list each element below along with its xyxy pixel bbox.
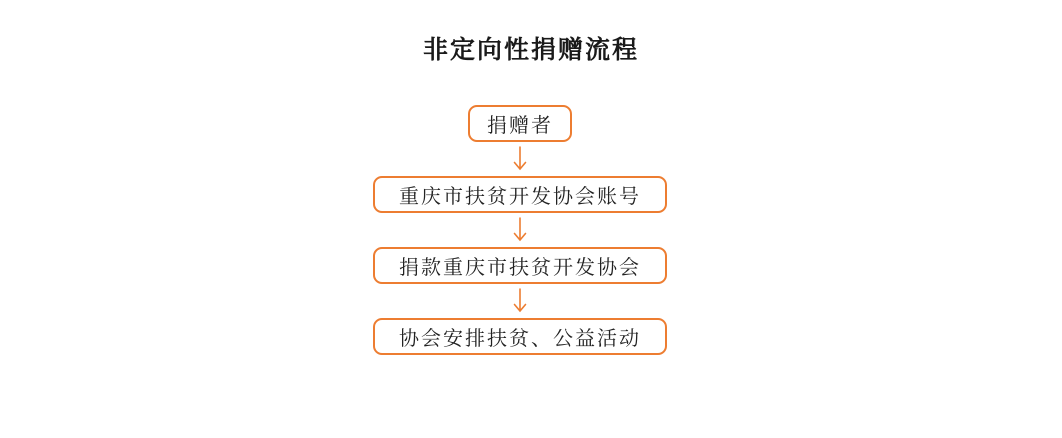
flow-node-donate-to-association (373, 247, 667, 284)
flow-node-association-account (373, 176, 667, 213)
flow-node-label: 捐款重庆市扶贫开发协会 (399, 257, 641, 279)
down-arrow-icon (511, 142, 529, 176)
down-arrow-icon (511, 284, 529, 318)
flow-node-arrange-activities (373, 318, 667, 355)
flow-node-donor (468, 105, 572, 142)
down-arrow-stroke (515, 289, 526, 311)
page-title: 非定向性捐赠流程 (422, 36, 639, 64)
flow-node-label: 协会安排扶贫、公益活动 (399, 328, 641, 350)
flowchart (373, 105, 667, 355)
flow-node-label: 重庆市扶贫开发协会账号 (399, 186, 641, 208)
flow-node-label: 捐赠者 (487, 115, 553, 137)
down-arrow-icon (511, 213, 529, 247)
down-arrow-stroke (515, 147, 526, 169)
down-arrow-stroke (515, 218, 526, 240)
